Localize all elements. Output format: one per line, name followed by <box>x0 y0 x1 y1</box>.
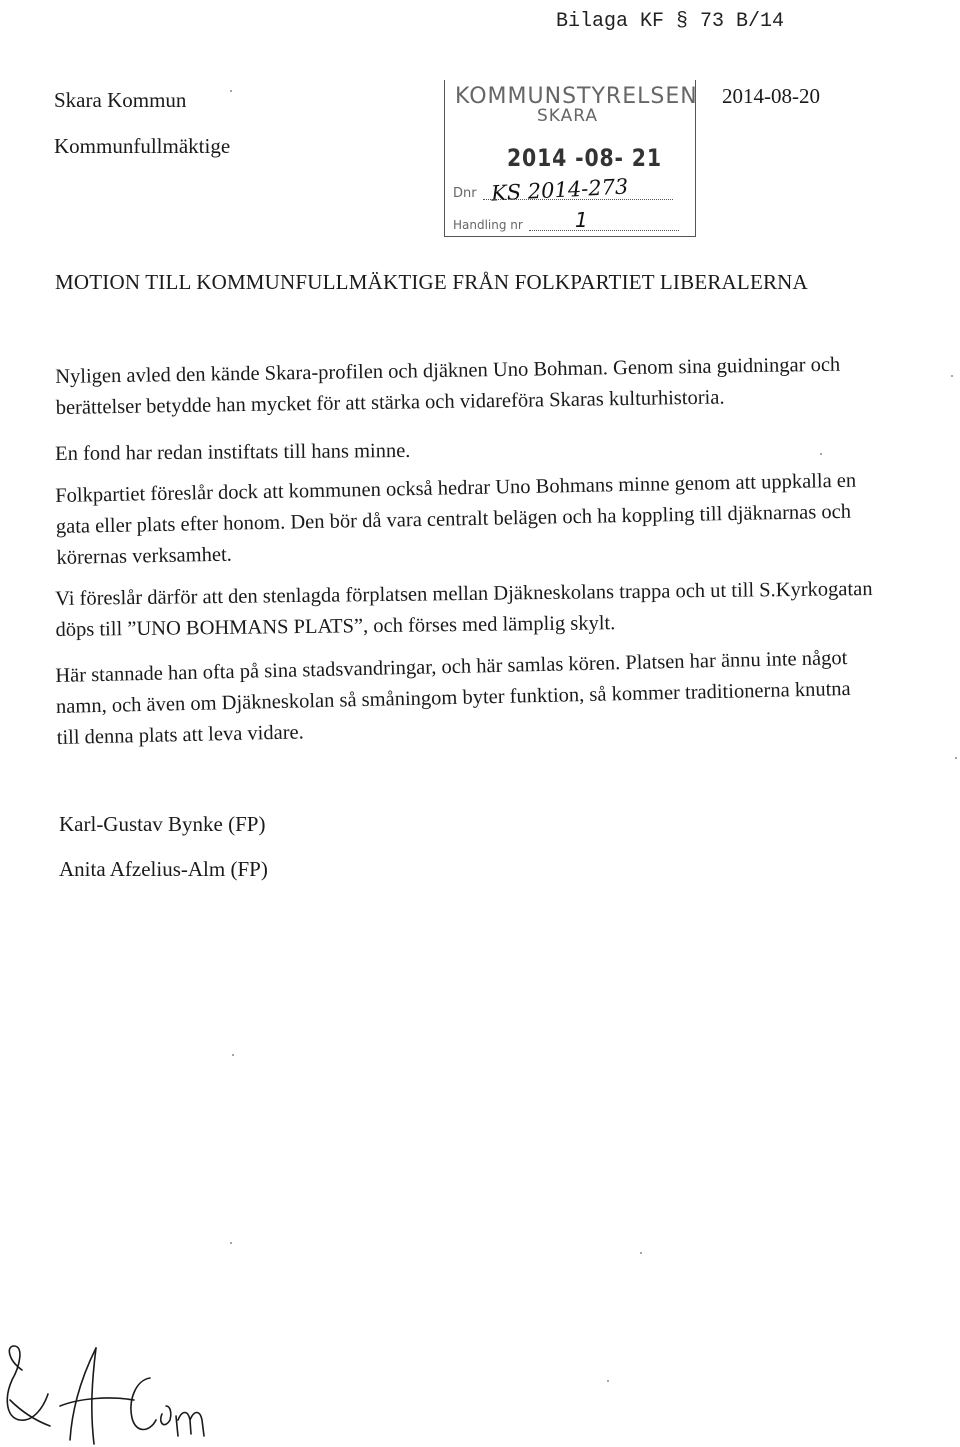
stamp-handling-label: Handling nr <box>453 218 523 232</box>
sender-organisation: Skara Kommun <box>54 88 187 112</box>
registration-stamp <box>444 80 696 237</box>
stamp-dnr-label: Dnr <box>453 186 477 201</box>
stamp-dnr-value: KS 2014-273 <box>490 174 629 206</box>
stamp-handling-line <box>529 230 679 231</box>
stamp-city: SKARA <box>537 106 599 126</box>
sender-unit: Kommunfullmäktige <box>54 134 231 158</box>
stamp-handling-value: 1 <box>575 208 588 232</box>
handwritten-initials <box>0 1340 240 1447</box>
body-paragraph: Här stannade han ofta på sina stadsvandringar, och här samlas kören. Platsen har ännu inte något namn, och även om Djäkneskolan så småningom byter funktion, så kommer traditionerna knutna till denna plats att leva vidare. <box>55 647 851 749</box>
stamp-organisation: KOMMUNSTYRELSEN <box>455 84 698 109</box>
body-paragraph: Folkpartiet föreslår dock att kommunen också hedrar Uno Bohmans minne genom att uppkalla en gata eller plats efter honom. Den bör då vara centralt belägen och ha koppling till djäknarnas och körernas verksamhet. <box>55 469 857 569</box>
body-paragraph: Nyligen avled den kände Skara-profilen och djäknen Uno Bohman. Genom sina guidningar och berättelser betydde han mycket för att stärka och vidareföra Skaras kulturhistoria. <box>55 353 841 419</box>
stamp-received-date: 2014 -08- 21 <box>507 144 662 172</box>
appendix-reference: Bilaga KF § 73 B/14 <box>556 10 785 33</box>
body-paragraph: Vi föreslår därför att den stenlagda förplatsen mellan Djäkneskolans trappa och ut till S.Kyrkogatan döps till ”UNO BOHMANS PLATS”, och förses med lämplig skylt. <box>55 578 873 641</box>
document-heading: MOTION TILL KOMMUNFULLMÄKTIGE FRÅN FOLKPARTIET LIBERALERNA <box>55 270 808 294</box>
body-paragraph: En fond har redan instiftats till hans minne. <box>55 439 411 465</box>
document-date: 2014-08-20 <box>722 84 820 108</box>
stamp-dnr-line <box>483 199 673 200</box>
signatory-name: Anita Afzelius-Alm (FP) <box>59 857 268 881</box>
signatory-name: Karl-Gustav Bynke (FP) <box>59 812 266 836</box>
